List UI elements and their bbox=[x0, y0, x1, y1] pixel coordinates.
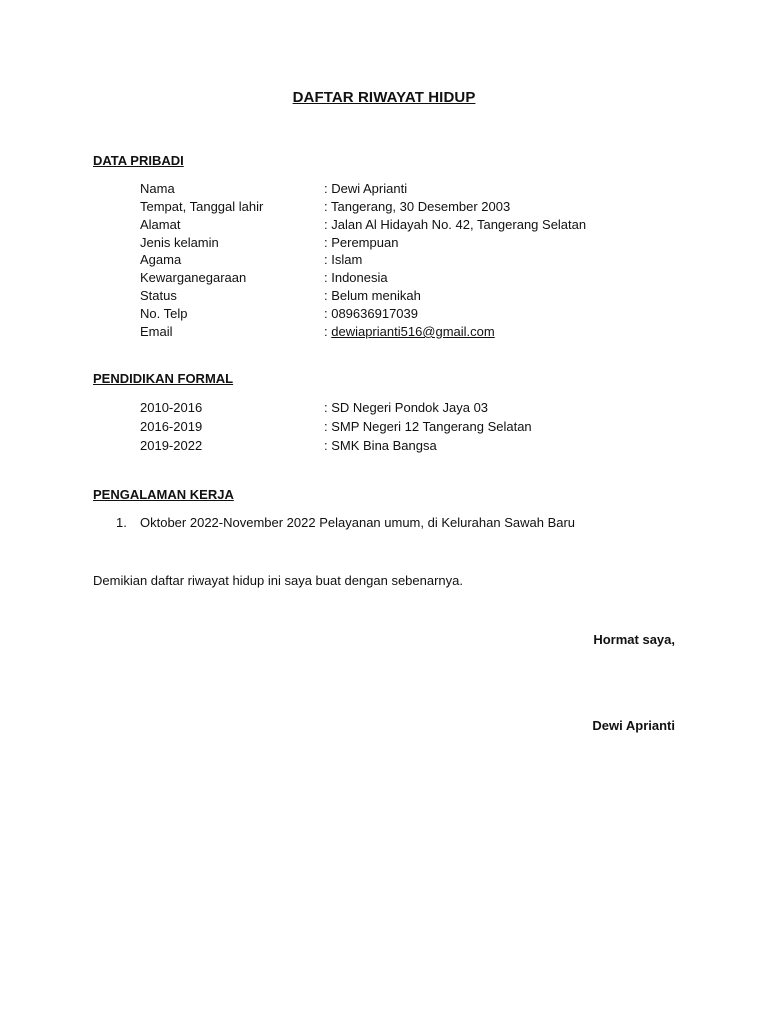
education-years: 2016-2019 bbox=[140, 419, 203, 434]
row-label: Kewarganegaraan bbox=[140, 270, 247, 285]
email-prefix: : bbox=[324, 324, 332, 339]
section-heading-pengalaman-kerja: PENGALAMAN KERJA bbox=[93, 487, 234, 502]
email-link[interactable]: dewiaprianti516@gmail.com bbox=[331, 324, 495, 339]
education-years: 2010-2016 bbox=[140, 400, 203, 415]
row-value: : Belum menikah bbox=[324, 288, 421, 303]
row-label: Jenis kelamin bbox=[140, 235, 219, 250]
row-value: : Tangerang, 30 Desember 2003 bbox=[324, 199, 511, 214]
education-school: : SMK Bina Bangsa bbox=[324, 438, 437, 453]
row-label: Status bbox=[140, 288, 177, 303]
signature-name: Dewi Aprianti bbox=[592, 718, 675, 733]
row-value: : Indonesia bbox=[324, 270, 388, 285]
education-years: 2019-2022 bbox=[140, 438, 203, 453]
row-label: Alamat bbox=[140, 217, 181, 232]
row-value: : Perempuan bbox=[324, 235, 399, 250]
row-label: Email bbox=[140, 324, 173, 339]
row-label: Agama bbox=[140, 252, 182, 267]
closing-statement: Demikian daftar riwayat hidup ini saya buat dengan sebenarnya. bbox=[93, 573, 464, 588]
row-label: Tempat, Tanggal lahir bbox=[140, 199, 264, 214]
row-label: Nama bbox=[140, 181, 175, 196]
list-number: 1. bbox=[116, 515, 127, 530]
education-school: : SMP Negeri 12 Tangerang Selatan bbox=[324, 419, 532, 434]
row-value: : Islam bbox=[324, 252, 363, 267]
section-heading-pendidikan-formal: PENDIDIKAN FORMAL bbox=[93, 371, 234, 386]
document-title: DAFTAR RIWAYAT HIDUP bbox=[292, 89, 476, 106]
row-label: No. Telp bbox=[140, 306, 188, 321]
row-value: : Jalan Al Hidayah No. 42, Tangerang Selatan bbox=[324, 217, 587, 232]
section-heading-data-pribadi: DATA PRIBADI bbox=[93, 153, 184, 168]
row-value: : Dewi Aprianti bbox=[324, 181, 408, 196]
regards-text: Hormat saya, bbox=[593, 632, 675, 647]
experience-text: Oktober 2022-November 2022 Pelayanan umum, di Kelurahan Sawah Baru bbox=[140, 515, 576, 530]
education-school: : SD Negeri Pondok Jaya 03 bbox=[324, 400, 489, 415]
row-value bbox=[324, 324, 495, 339]
row-value: : 089636917039 bbox=[324, 306, 418, 321]
